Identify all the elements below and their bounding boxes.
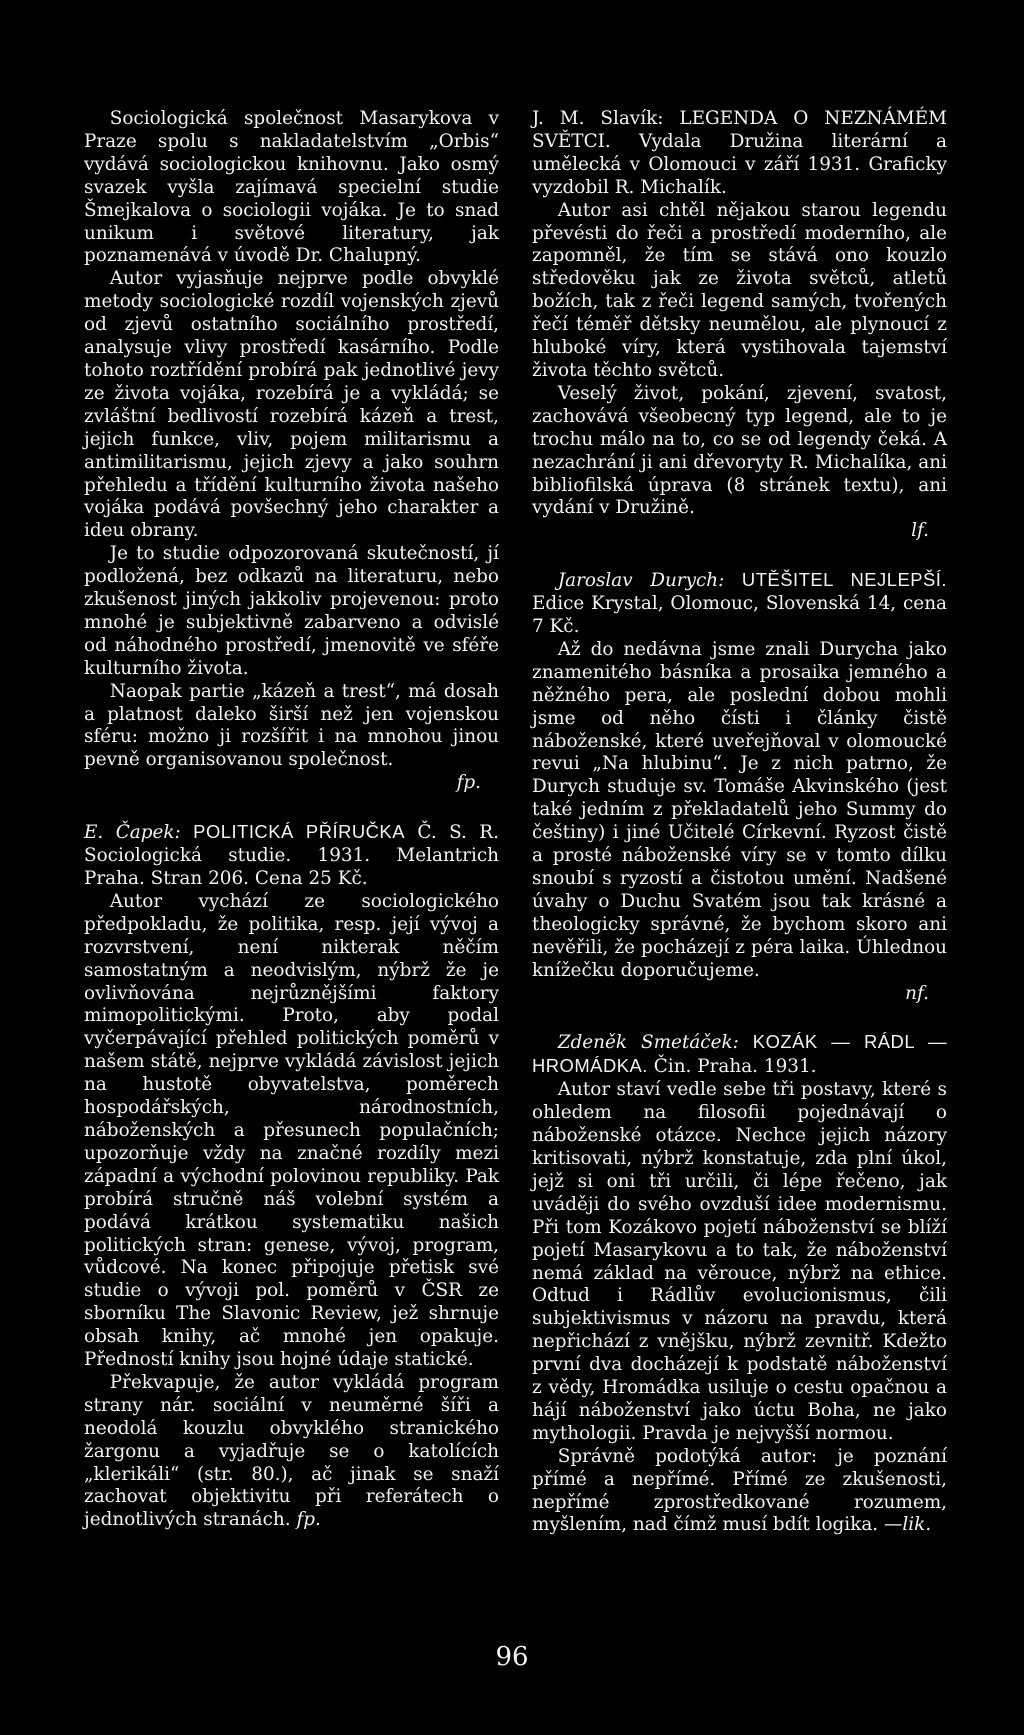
paragraph: Sociologická společnost Masarykova v Praze spolu s nakladatelstvím „Orbis“ vydává sociologickou knihovnu. Jako osmý svazek vyšla zajímavá specielní studie Šmejkalova o sociologii vojáka. Je to snad unikum i světové literatury, jak poznamenává v úvodě Dr. Chalupný. — [84, 108, 499, 267]
paragraph: Veselý život, pokání, zjevení, svatost, zachovává všeobecný typ legend, ale to je trochu málo na to, co se od legendy čeká. A nezachrání ji ani dřevoryty R. Michalíka, ani bibliofilská úprava (8 stránek textu), ani vydání v Družině. — [532, 382, 947, 519]
review-heading — [532, 1031, 947, 1079]
review-title: KOZÁK — RÁDL — HROMÁDKA. — [532, 1031, 947, 1077]
review-heading — [532, 569, 947, 639]
review-publication: Čin. Praha. 1931. — [653, 1056, 817, 1078]
review-publication: Č. S. R. Sociologická studie. 1931. Melantrich Praha. Stran 206. Cena 25 Kč. — [84, 822, 499, 889]
review-author: E. Čapek: — [84, 822, 181, 844]
review-author: Zdeněk Smetáček: — [557, 1032, 739, 1054]
signature: fp. — [296, 1509, 321, 1531]
review-politicka-prirucka — [84, 821, 499, 1532]
review-kozak-radl-hromadka — [532, 1031, 947, 1537]
left-column — [84, 108, 499, 1532]
review-heading — [532, 108, 947, 200]
review-publication: Vydala Družina literární a umělecká v Olomouci v září 1931. Graficky vyzdobil R. Michalík. — [532, 130, 947, 198]
paragraph: Autor vyjasňuje nejprve podle obvyklé metody sociologické rozdíl vojenských zjevů od zjevů ostatního sociálního prostředí, analysuje vlivy prostředí kasárního. Podle tohoto roztřídění probírá pak jednotlivé jevy ze života vojáka, rozebírá je a vykládá; se zvláštní bedlivostí rozebírá kázeň a trest, jejich funkce, vliv, pojem militarismu a antimilitarismu, jejich zjevy a jako souhrn přehledu a třídění kulturního života našeho vojáka podává povšechný jeho charakter a ideu obrany. — [84, 268, 499, 542]
review-legenda — [532, 108, 947, 543]
signature: nf. — [905, 982, 929, 1004]
review-title: LEGENDA O NEZNÁMÉM SVĚTCI. — [532, 108, 947, 152]
signature: fp. — [456, 772, 481, 794]
signature: lf. — [911, 520, 929, 542]
right-column — [532, 108, 947, 1537]
paragraph: Autor asi chtěl nějakou starou legendu převésti do řeči a prostředí moderního, ale zapomněl, že tím se stává ono kouzlo středověku jak ze života světců, atletů božích, tak z řeči legend samých, tvořených řečí téměř dětsky neumělou, ale plynoucí z hluboké víry, která vystihovala tajemství života těchto světců. — [532, 199, 947, 381]
paragraph-text: Správně podotýká autor: je poznání přímé a nepřímé. Přímé ze zkušenosti, nepřímé zprostředkované rozumem, myšlením, nad čímž musí bdít logika. — [532, 1445, 947, 1536]
review-sociologie-vojaka — [84, 108, 499, 795]
paragraph: Autor staví vedle sebe tři postavy, které s ohledem na filosofii pojednávají o náboženské otázce. Nechce jejich názory kritisovati, nýbrž konstatuje, zda plní úkol, jejž si oni tři určili, či lépe řečeno, jak uváději do svého ovzduší idee modernismu. Při tom Kozákovo pojetí náboženství se blíží pojetí Masarykovu a to tak, že náboženství nemá základ na věrouce, nýbrž na ethice. Odtud i Rádlův evolucionismus, čili subjektivismus v názoru na pravdu, která nepřichází z vnějšku, nýbrž zevnitř. Kdežto první dva docházejí k podstatě náboženství z vědy, Hromádka usiluje o cestu opačnou a hájí náboženství jako úctu Boha, ne jako mythologii. Pravda je nejvyšší normou. — [532, 1079, 947, 1444]
paragraph-text: Překvapuje, že autor vykládá program strany nár. sociální v neuměrné šíři a neodolá kouzlu obvyklého stranického žargonu a vyjadřuje se o katolících „klerikáli“ (str. 80.), ač jinak se snaží zachovat objektivitu při referátech o jednotlivých stranách. — [84, 1371, 499, 1531]
review-utesitel — [532, 569, 947, 1005]
paragraph — [532, 1446, 947, 1538]
page-number: 96 — [495, 1642, 529, 1672]
review-title: POLITICKÁ PŘÍRUČKA — [193, 821, 405, 843]
review-heading — [84, 821, 499, 891]
paragraph: Autor vychází ze sociologického předpokladu, že politika, resp. její vývoj a rozvrstvení, není nikterak něčím samostatným a neodvislým, nýbrž že je ovlivňována nejrůznějšími faktory mimopolitickými. Proto, aby podal vyčerpávající přehled politických poměrů v našem státě, nejprve vykládá závislost jejich na hustotě obyvatelstva, poměrech hospodářských, národnostních, náboženských a přesunech populačních; upozorňuje vždy na značné rozdíly mezi západní a východní polovinou republiky. Pak probírá stručně náš volební systém a podává krátkou systematiku našich politických stran: genese, vývoj, program, vůdcové. Na konec připojuje přetisk své studie o vývoji pol. poměrů v ČSR ze sborníku The Slavonic Review, jež shrnuje obsah knihy, ač mnohé jen opakuje. Předností knihy jsou hojné údaje statické. — [84, 890, 499, 1371]
paragraph — [84, 1372, 499, 1532]
paragraph: Je to studie odpozorovaná skutečností, jí podložená, bez odkazů na literaturu, nebo zkušenost jiných jakkoliv projevenou: proto mnohé je subjektivně zabarveno a odvislé od náhodného prostředí, jmenovitě ve sféře kulturního života. — [84, 543, 499, 679]
paragraph: Až do nedávna jsme znali Durycha jako znamenitého básníka a prosaika jemného a něžného pera, ale poslední dobou mohli jsme od něho čísti i články čistě náboženské, které uveřejňoval v olomoucké revui „Na hlubinu“. Je z nich patrno, že Durych studuje sv. Tomáše Akvinského (jest také jedním z překladatelů jeho Summy do češtiny) i jiné Učitelé Církevní. Ryzost čistě a prosté náboženské víry se v tomto dílku snoubí s ryzostí a čistotou umění. Nadšené úvahy o Duchu Svatém jsou tak krásné a theologicky správné, že bychom skoro ani nevěřili, že pocházejí z péra laika. Úhlednou knížečku doporučujeme. — [532, 638, 947, 981]
signature: —lik. — [884, 1514, 932, 1536]
review-publication: Edice Krystal, Olomouc, Slovenská 14, cena 7 Kč. — [532, 593, 947, 638]
review-title: UTĚŠITEL NEJLEPŠÍ. — [741, 569, 947, 591]
review-author: J. M. Slavík: — [532, 108, 664, 129]
review-author: Jaroslav Durych: — [557, 570, 725, 592]
paragraph: Naopak partie „kázeň a trest“, má dosah a platnost daleko širší než jen vojenskou sféru: možno ji rozšířit i na mnohou jinou pevně organisovanou společnost. — [84, 680, 499, 771]
